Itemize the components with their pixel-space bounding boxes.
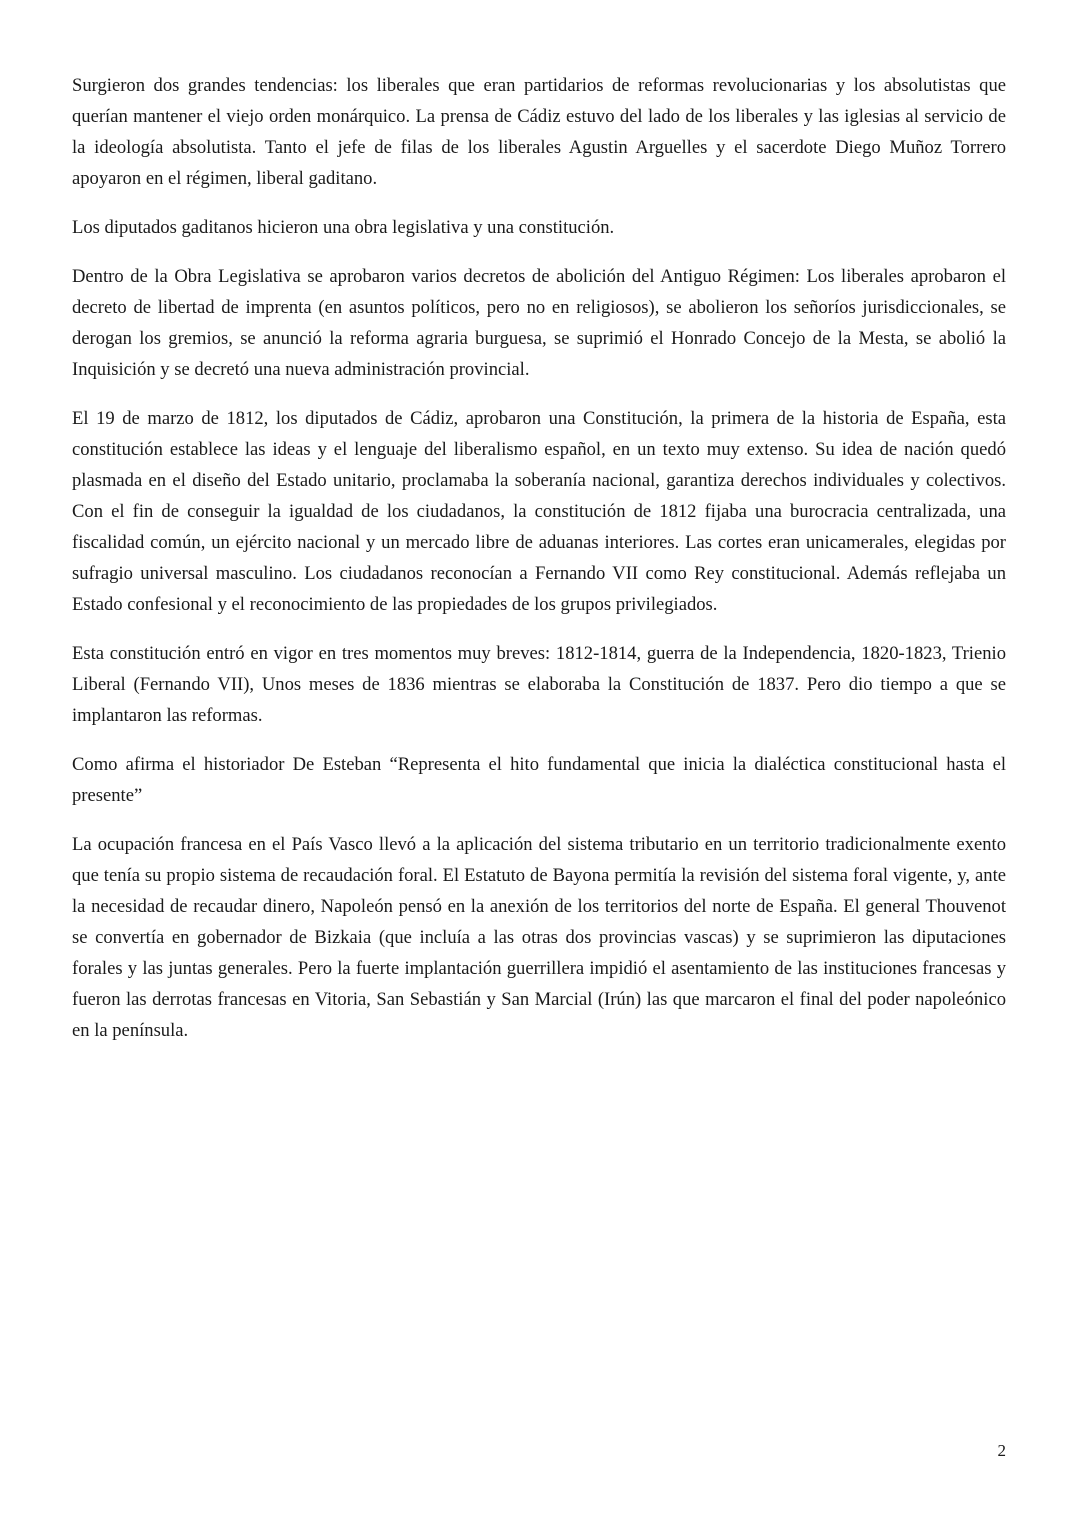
paragraph-tendencias: Surgieron dos grandes tendencias: los liberales que eran partidarios de reformas revolucionarias y los absolutistas que querían mantener el viejo orden monárquico. La prensa de Cádiz estuvo del lado de los liberales y las iglesias al servicio de la ideología absolutista. Tanto el jefe de filas de los liberales Agustin Arguelles y el sacerdote Diego Muñoz Torrero apoyaron en el régimen, liberal gaditano.: [72, 75, 1006, 189]
paragraph-vigencia: Esta constitución entró en vigor en tres momentos muy breves: 1812-1814, guerra de la Independencia, 1820-1823, Trienio Liberal (Fernando VII), Unos meses de 1836 mientras se elaboraba la Constitución de 1837. Pero dio tiempo a que se implantaron las reformas.: [72, 643, 1006, 726]
document-page: [72, 70, 1006, 1064]
page-number: 2: [997, 1441, 1006, 1460]
paragraph-cita-de-esteban: Como afirma el historiador De Esteban “Representa el hito fundamental que inicia la dialéctica constitucional hasta el presente”: [72, 754, 1006, 806]
paragraph-diputados: Los diputados gaditanos hicieron una obra legislativa y una constitución.: [72, 217, 615, 238]
paragraph-obra-legislativa: Dentro de la Obra Legislativa se aprobaron varios decretos de abolición del Antiguo Régimen: Los liberales aprobaron el decreto de libertad de imprenta (en asuntos políticos, pero no en religiosos), se abolieron los señoríos jurisdiccionales, se derogan los gremios, se anunció la reforma agraria burguesa, se suprimió el Honrado Concejo de la Mesta, se abolió la Inquisición y se decretó una nueva administración provincial.: [72, 266, 1006, 380]
paragraph-constitucion-1812: El 19 de marzo de 1812, los diputados de Cádiz, aprobaron una Constitución, la primera de la historia de España, esta constitución establece las ideas y el lenguaje del liberalismo español, en un texto muy extenso. Su idea de nación quedó plasmada en el diseño del Estado unitario, proclamaba la soberanía nacional, garantiza derechos individuales y colectivos. Con el fin de conseguir la igualdad de los ciudadanos, la constitución de 1812 fijaba una burocracia centralizada, una fiscalidad común, un ejército nacional y un mercado libre de aduanas interiores. Las cortes eran unicamerales, elegidas por sufragio universal masculino. Los ciudadanos reconocían a Fernando VII como Rey constitucional. Además reflejaba un Estado confesional y el reconocimiento de las propiedades de los grupos privilegiados.: [72, 408, 1006, 615]
paragraph-pais-vasco: La ocupación francesa en el País Vasco llevó a la aplicación del sistema tributario en un territorio tradicionalmente exento que tenía su propio sistema de recaudación foral. El Estatuto de Bayona permitía la revisión del sistema foral vigente, y, ante la necesidad de recaudar dinero, Napoleón pensó en la anexión de los territorios del norte de España. El general Thouvenot se convertía en gobernador de Bizkaia (que incluía a las otras dos provincias vascas) y se suprimieron las diputaciones forales y las juntas generales. Pero la fuerte implantación guerrillera impidió el asentamiento de las instituciones francesas y fueron las derrotas francesas en Vitoria, San Sebastián y San Marcial (Irún) las que marcaron el final del poder napoleónico en la península.: [72, 834, 1006, 1041]
